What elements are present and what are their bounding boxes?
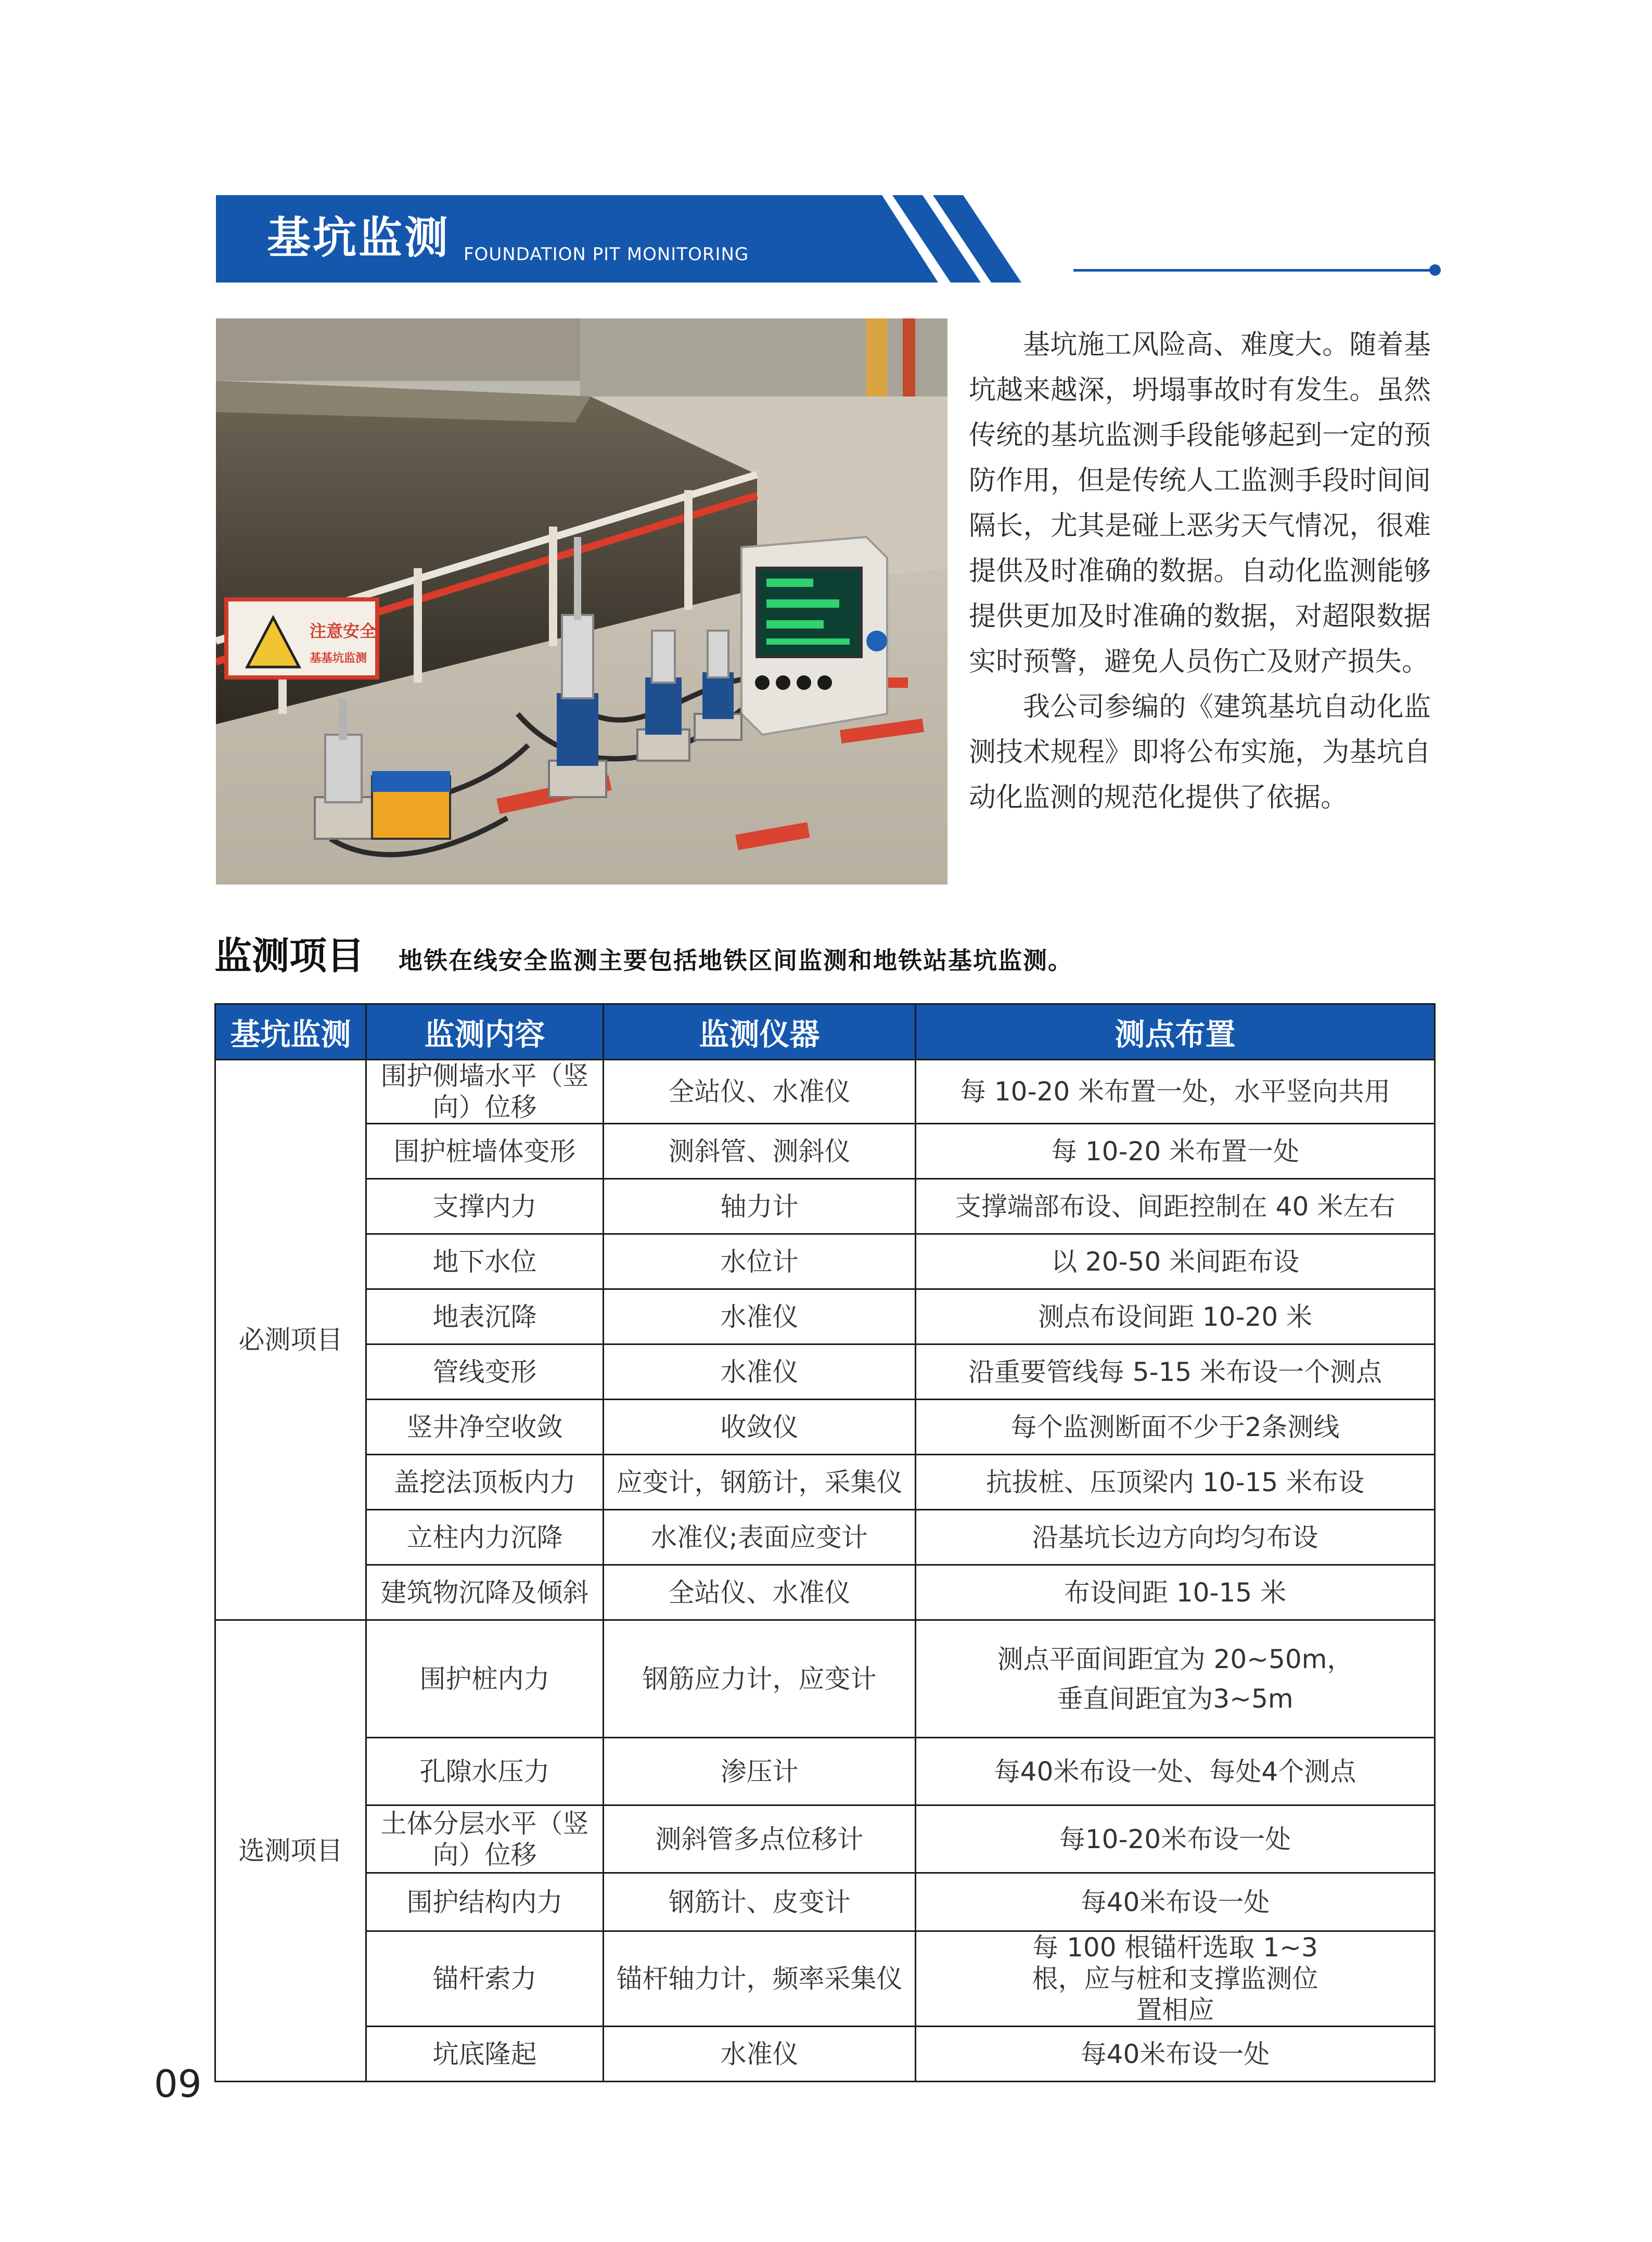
- cell-instrument: 锚杆轴力计，频率采集仪: [604, 1931, 916, 2027]
- page-title: 基坑监测: [267, 212, 451, 263]
- section-description: 地铁在线安全监测主要包括地铁区间监测和地铁站基坑监测。: [399, 946, 1073, 975]
- header-category: 基坑监测: [215, 1004, 366, 1060]
- cell-content: 围护桩墙体变形: [366, 1124, 604, 1179]
- warning-sign-line2: 基基坑监测: [310, 652, 367, 665]
- header-rule-dot: [1429, 264, 1441, 276]
- cell-instrument: 水准仪;表面应变计: [604, 1510, 916, 1565]
- warning-sign-line1: 注意安全: [310, 621, 377, 641]
- table-row: [215, 1060, 1435, 1124]
- cell-content: 围护桩内力: [366, 1620, 604, 1738]
- page-subtitle: FOUNDATION PIT MONITORING: [464, 244, 749, 265]
- cell-content: 锚杆索力: [366, 1931, 604, 2027]
- cell-instrument: 水准仪: [604, 1344, 916, 1400]
- table-row: [215, 1931, 1435, 2027]
- table-row: [215, 1455, 1435, 1510]
- cell-layout: 每个监测断面不少于2条测线: [916, 1400, 1435, 1455]
- cell-content: 立柱内力沉降: [366, 1510, 604, 1565]
- cell-layout: 每10-20米布设一处: [916, 1805, 1435, 1873]
- table-row: [215, 1234, 1435, 1289]
- cell-instrument: 渗压计: [604, 1738, 916, 1805]
- group-optional: 选测项目: [215, 1620, 366, 2082]
- cell-layout: 每40米布设一处: [916, 1873, 1435, 1931]
- monitoring-table: [214, 1003, 1436, 2082]
- cell-instrument: 钢筋计、皮变计: [604, 1873, 916, 1931]
- header-layout: 测点布置: [916, 1004, 1435, 1060]
- cell-instrument: 应变计，钢筋计，采集仪: [604, 1455, 916, 1510]
- cell-content: 围护结构内力: [366, 1873, 604, 1931]
- cell-instrument: 水准仪: [604, 2027, 916, 2082]
- cell-content: 竖井净空收敛: [366, 1400, 604, 1455]
- cell-layout: 每 100 根锚杆选取 1~3 根，应与桩和支撑监测位置相应: [916, 1931, 1435, 2027]
- section-title: 监测项目: [214, 934, 365, 978]
- header-rule: [1073, 269, 1437, 272]
- cell-layout: 每 10-20 米布置一处，水平竖向共用: [916, 1060, 1435, 1124]
- header-content: 监测内容: [366, 1004, 604, 1060]
- cell-content: 围护侧墙水平（竖向）位移: [366, 1060, 604, 1124]
- page-number: 09: [154, 2062, 202, 2106]
- cell-instrument: 全站仪、水准仪: [604, 1060, 916, 1124]
- table-row: [215, 1805, 1435, 1873]
- cell-content: 管线变形: [366, 1344, 604, 1400]
- cell-layout: 每40米布设一处: [916, 2027, 1435, 2082]
- intro-paragraph-2: 我公司参编的《建筑基坑自动化监测技术规程》即将公布实施，为基坑自动化监测的规范化提供了依据。: [969, 691, 1431, 813]
- cell-content: 支撑内力: [366, 1179, 604, 1234]
- cell-layout: 支撑端部布设、间距控制在 40 米左右: [916, 1179, 1435, 1234]
- cell-instrument: 测斜管多点位移计: [604, 1805, 916, 1873]
- cell-instrument: 全站仪、水准仪: [604, 1565, 916, 1620]
- cell-content: 地表沉降: [366, 1289, 604, 1344]
- table-row: [215, 1124, 1435, 1179]
- group-required: 必测项目: [215, 1060, 366, 1620]
- cell-layout: 布设间距 10-15 米: [916, 1565, 1435, 1620]
- cell-instrument: 测斜管、测斜仪: [604, 1124, 916, 1179]
- intro-text: [969, 323, 1431, 821]
- cell-layout: 沿基坑长边方向均匀布设: [916, 1510, 1435, 1565]
- cell-content: 盖挖法顶板内力: [366, 1455, 604, 1510]
- foundation-pit-photo: [216, 318, 947, 885]
- table-row: [215, 1738, 1435, 1805]
- table-row: [215, 1179, 1435, 1234]
- cell-content: 地下水位: [366, 1234, 604, 1289]
- table-row: [215, 1344, 1435, 1400]
- cell-layout: 每 10-20 米布置一处: [916, 1124, 1435, 1179]
- cell-layout: 抗拔桩、压顶梁内 10-15 米布设: [916, 1455, 1435, 1510]
- section-banner: [216, 195, 1054, 283]
- cell-content: 孔隙水压力: [366, 1738, 604, 1805]
- cell-layout: 以 20-50 米间距布设: [916, 1234, 1435, 1289]
- cell-instrument: 收敛仪: [604, 1400, 916, 1455]
- cell-instrument: 轴力计: [604, 1179, 916, 1234]
- cell-content: 建筑物沉降及倾斜: [366, 1565, 604, 1620]
- intro-paragraph-1: 基坑施工风险高、难度大。随着基坑越来越深，坍塌事故时有发生。虽然传统的基坑监测手段能够起到一定的预防作用，但是传统人工监测手段时间间隔长，尤其是碰上恶劣天气情况，很难提供及时准确的数据。自动化监测能够提供更加及时准确的数据，对超限数据实时预警，避免人员伤亡及财产损失。: [969, 329, 1431, 677]
- table-row: [215, 1510, 1435, 1565]
- cell-layout: 测点布设间距 10-20 米: [916, 1289, 1435, 1344]
- table-row: [215, 2027, 1435, 2082]
- cell-layout: 沿重要管线每 5-15 米布设一个测点: [916, 1344, 1435, 1400]
- cell-layout: 每40米布设一处、每处4个测点: [916, 1738, 1435, 1805]
- table-row: [215, 1565, 1435, 1620]
- table-header-row: [215, 1004, 1435, 1060]
- cell-instrument: 水位计: [604, 1234, 916, 1289]
- table-row: [215, 1400, 1435, 1455]
- header-instrument: 监测仪器: [604, 1004, 916, 1060]
- cell-layout: 测点平面间距宜为 20~50m，垂直间距宜为3~5m: [916, 1620, 1435, 1738]
- table-row: [215, 1289, 1435, 1344]
- cell-instrument: 钢筋应力计，应变计: [604, 1620, 916, 1738]
- cell-content: 坑底隆起: [366, 2027, 604, 2082]
- cell-content: 土体分层水平（竖向）位移: [366, 1805, 604, 1873]
- table-row: [215, 1620, 1435, 1738]
- table-row: [215, 1873, 1435, 1931]
- cell-instrument: 水准仪: [604, 1289, 916, 1344]
